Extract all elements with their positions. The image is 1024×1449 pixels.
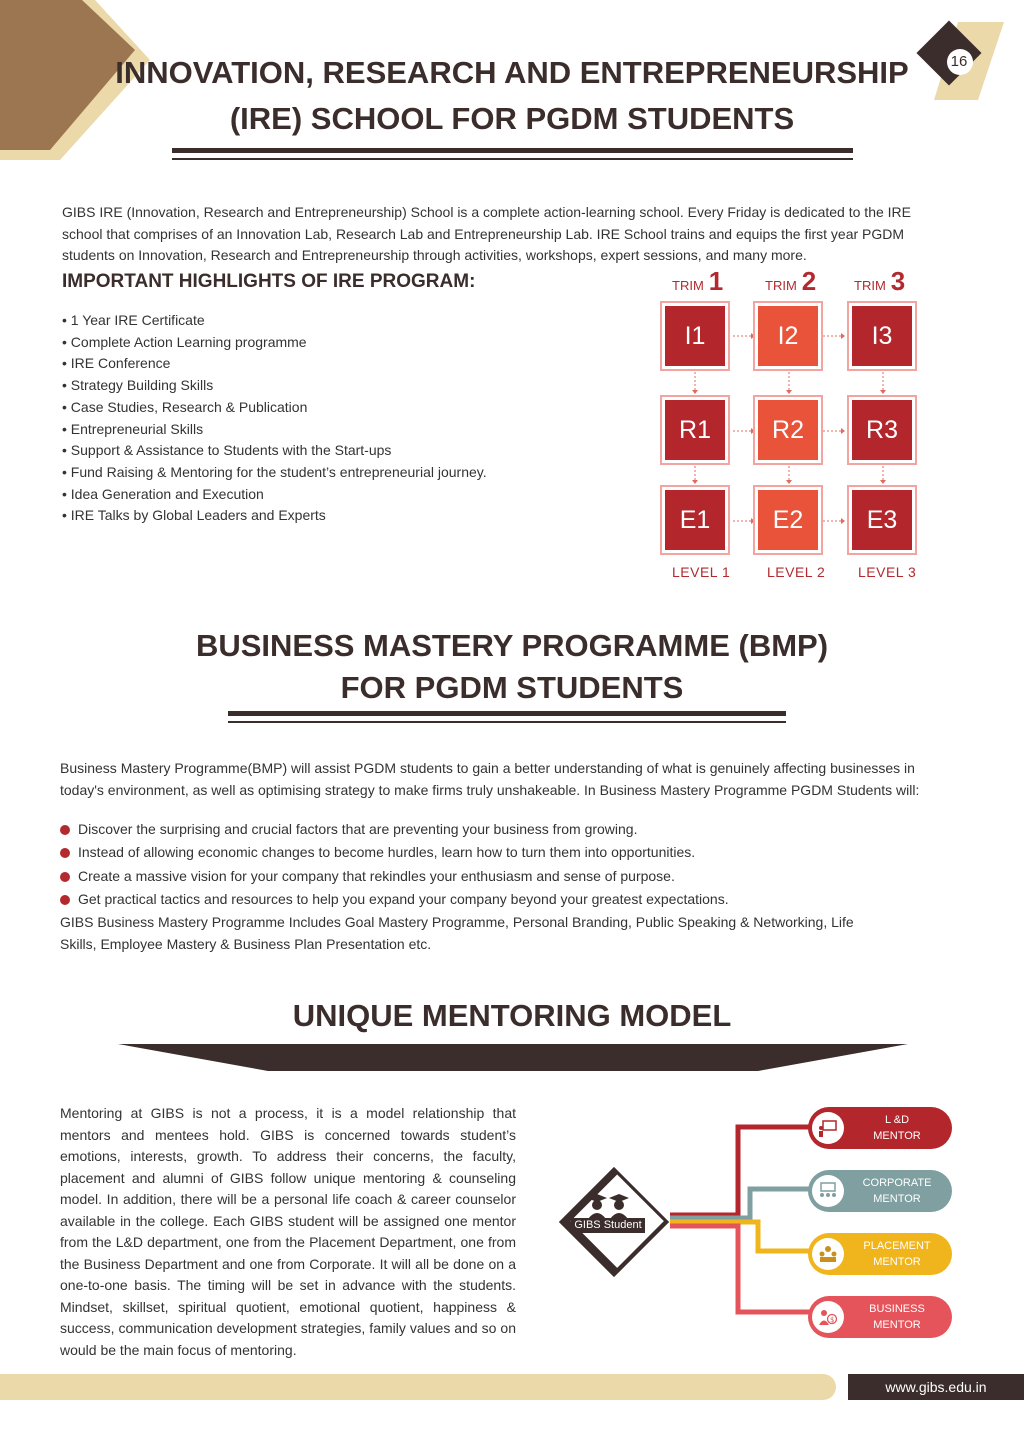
mentor-sub: MENTOR	[873, 1256, 921, 1268]
list-item: • Entrepreneurial Skills	[62, 419, 487, 441]
mentor-sub: MENTOR	[873, 1130, 921, 1142]
list-item: Create a massive vision for your company that rekindles your enthusiasm and sense of purpose.	[60, 865, 729, 888]
list-item: • Strategy Building Skills	[62, 375, 487, 397]
grid-cell-e1: E1	[665, 490, 725, 550]
bmp-intro: Business Mastery Programme(BMP) will assist PGDM students to gain a better understanding of what is genuinely affecting businesses in today's environment, as well as optimising strategy to make firms truly unshakeable. In Business Mastery Programme PGDM Students will:	[60, 760, 920, 798]
ire-title-rule	[172, 148, 853, 153]
grid-cell-i2: I2	[758, 306, 818, 366]
list-item: Get practical tactics and resources to help you expand your company beyond your greatest expectations.	[60, 888, 729, 911]
ire-title-rule-thin	[172, 158, 853, 160]
bmp-title-line2: FOR PGDM STUDENTS	[340, 670, 684, 705]
mentor-placement	[808, 1233, 952, 1275]
trim-header-3	[854, 266, 905, 297]
mentor-label: PLACEMENT	[863, 1240, 931, 1252]
graduates-icon	[585, 1193, 631, 1219]
list-item: • Idea Generation and Execution	[62, 484, 487, 506]
trim-header-2	[765, 266, 816, 297]
mentor-label: CORPORATE	[862, 1177, 932, 1189]
bmp-title-rule-thin	[228, 721, 786, 723]
mentor-corporate	[808, 1170, 952, 1212]
mentoring-text: Mentoring at GIBS is not a process, it is a model relationship that mentors and mentees hold. GIBS is concerned towards student’s emotions, interests, growth. To address their concerns, the faculty, placement and alumni of GIBS follow unique mentoring & counseling model. In addition, there will be a personal life coach & career counselor available in the college. Each GIBS student will be assigned one mentor from the L&D department, one from the Placement Department, one from the Business Department and one from Corporate. It will all be done on a one-to-one basis. The timing will be set in advance with the students. Mindset, skillset, spiritual quotient, emotional quotient, happiness & success, communication development strategies, family values and so on would be the main focus of mentoring.	[60, 1105, 516, 1358]
mentor-label: L &D	[884, 1114, 910, 1126]
list-item: • IRE Conference	[62, 353, 487, 375]
ire-intro: GIBS IRE (Innovation, Research and Entrepreneurship) School is a complete action-learning school. Every Friday is dedicated to the IRE school that comprises of an Innovation Lab, Research Lab and Entrepreneurship Lab. IRE School trains and equips the first year PGDM students on Innovation, Research and Entrepreneurship through activities, workshops, expert sessions, and many more.	[62, 204, 911, 263]
list-item: • Support & Assistance to Students with the Start-ups	[62, 440, 487, 462]
business-person-icon	[812, 1301, 844, 1333]
mentor-ld	[808, 1107, 952, 1149]
grid-cell-i1: I1	[665, 306, 725, 366]
grid-cell-e3: E3	[852, 490, 912, 550]
ire-highlights-title: IMPORTANT HIGHLIGHTS OF IRE PROGRAM:	[62, 271, 476, 292]
bmp-title-rule	[228, 711, 786, 716]
grid-cell-r1: R1	[665, 400, 725, 460]
footer-url[interactable]: www.gibs.edu.in	[848, 1374, 1024, 1400]
level-label-2: LEVEL 2	[767, 564, 826, 580]
bmp-points-list	[60, 818, 729, 911]
mentor-label: BUSINESS	[869, 1303, 925, 1315]
list-item: Discover the surprising and crucial factors that are preventing your business from growing.	[60, 818, 729, 841]
ire-title-line2: (IRE) SCHOOL FOR PGDM STUDENTS	[229, 101, 795, 136]
list-item: • Complete Action Learning programme	[62, 332, 487, 354]
trim-label: TRIM	[854, 278, 886, 293]
grid-cell-r2: R2	[758, 400, 818, 460]
level-label-1: LEVEL 1	[672, 564, 731, 580]
list-item: • IRE Talks by Global Leaders and Experts	[62, 505, 487, 527]
mentor-sub: MENTOR	[873, 1193, 921, 1205]
grid-cell-r3: R3	[852, 400, 912, 460]
list-item: • Fund Raising & Mentoring for the student’s entrepreneurial journey.	[62, 462, 487, 484]
team-icon	[812, 1238, 844, 1270]
bmp-closing: GIBS Business Mastery Programme Includes Goal Mastery Programme, Personal Branding, Public Speaking & Networking, Life Skills, Employee Mastery & Business Plan Presentation etc.	[60, 914, 854, 952]
grid-cell-e2: E2	[758, 490, 818, 550]
list-item: • 1 Year IRE Certificate	[62, 310, 487, 332]
mentoring-title: UNIQUE MENTORING MODEL	[292, 998, 732, 1033]
trim-number: 1	[708, 266, 724, 296]
footer-bar	[0, 1374, 836, 1400]
trim-header-1	[672, 266, 723, 297]
ire-highlights-list	[62, 310, 487, 527]
presentation-icon	[812, 1112, 844, 1144]
bmp-title-line1: BUSINESS MASTERY PROGRAMME (BMP)	[195, 628, 829, 663]
ire-title-line1: INNOVATION, RESEARCH AND ENTREPRENEURSHIP	[115, 55, 909, 90]
trim-label: TRIM	[672, 278, 704, 293]
trim-number: 3	[890, 266, 906, 296]
mentoring-title-bar	[118, 1044, 908, 1072]
list-item: • Case Studies, Research & Publication	[62, 397, 487, 419]
mentor-sub: MENTOR	[873, 1319, 921, 1331]
list-item: Instead of allowing economic changes to become hurdles, learn how to turn them into opportunities.	[60, 841, 729, 864]
hub-label: GIBS Student	[571, 1218, 645, 1233]
mentor-business	[808, 1296, 952, 1338]
page-number: 16	[950, 53, 968, 70]
grid-cell-i3: I3	[852, 306, 912, 366]
trim-label: TRIM	[765, 278, 797, 293]
svg-text:$: $	[830, 1316, 835, 1324]
level-label-3: LEVEL 3	[858, 564, 917, 580]
trim-number: 2	[801, 266, 817, 296]
meeting-icon	[812, 1175, 844, 1207]
